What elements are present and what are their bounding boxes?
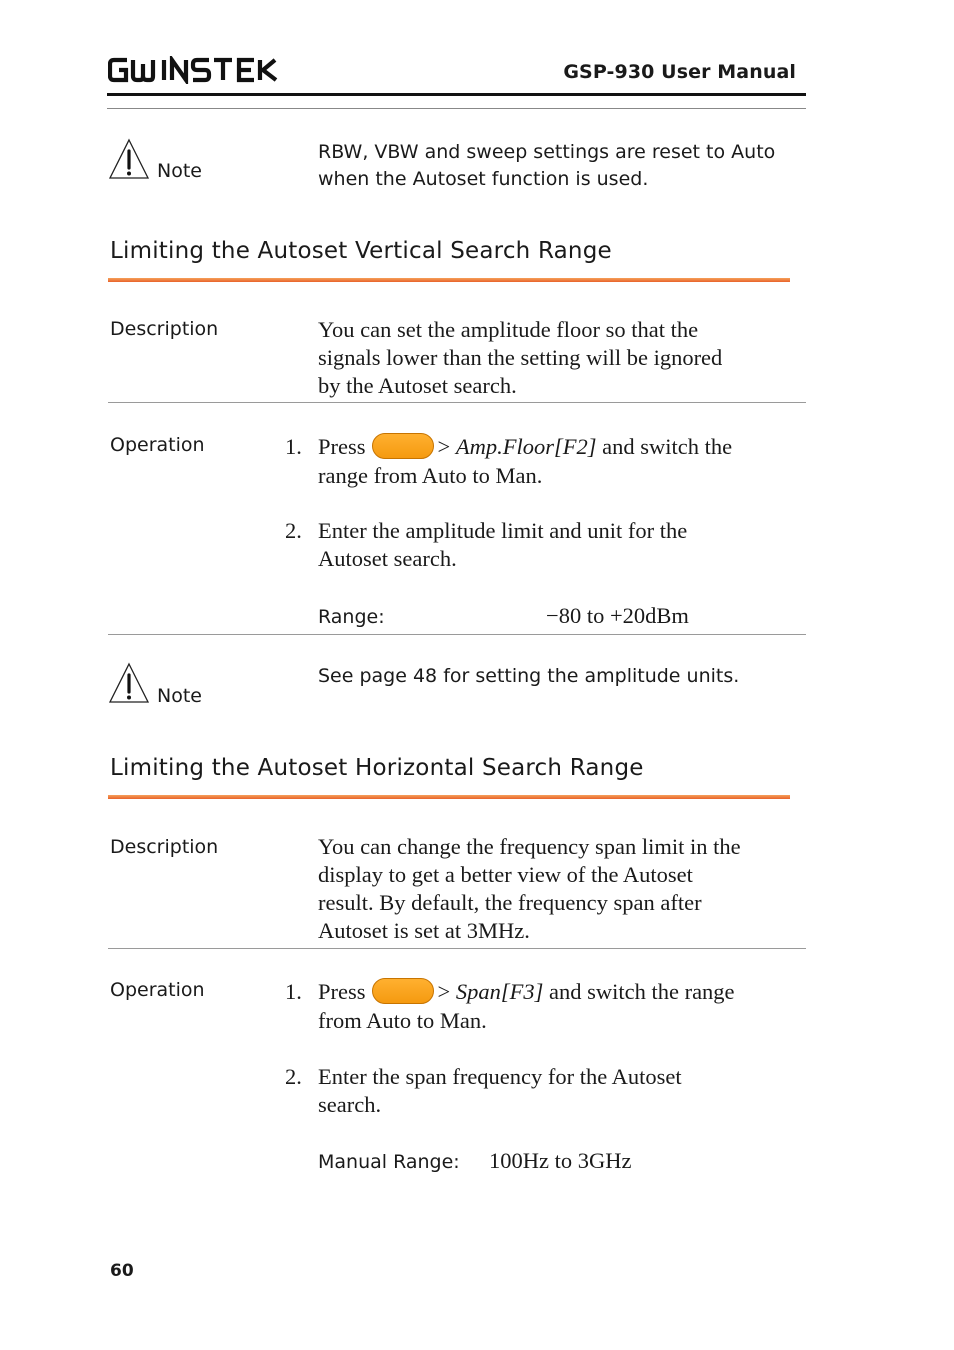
range-label: Manual Range:	[318, 1151, 460, 1173]
description-line: result. By default, the frequency span after	[318, 890, 702, 915]
row-divider	[108, 634, 806, 635]
step-text-press: Press	[318, 434, 366, 459]
autoset-key-button[interactable]	[372, 433, 434, 459]
description-text	[318, 316, 722, 400]
step-text	[318, 517, 687, 573]
section-heading-rule	[108, 278, 790, 282]
step-text-line2: range from Auto to Man.	[318, 463, 543, 488]
step-number: 2.	[285, 1064, 302, 1089]
description-line: You can change the frequency span limit in the	[318, 834, 741, 859]
step-text-rest: and switch the	[602, 434, 733, 459]
description-label: Description	[110, 836, 219, 858]
note-label: Note	[157, 160, 202, 182]
step-separator: >	[437, 979, 451, 1004]
step-text	[318, 978, 735, 1006]
note-text-line: RBW, VBW and sweep settings are reset to Auto	[318, 141, 776, 163]
operation-label: Operation	[110, 434, 205, 456]
note-text-line: when the Autoset function is used.	[318, 168, 649, 190]
description-line: You can set the amplitude floor so that the	[318, 317, 699, 342]
step-number: 2.	[285, 518, 302, 543]
note-text	[318, 139, 775, 193]
description-line: by the Autoset search.	[318, 373, 517, 398]
step-text	[318, 1063, 682, 1119]
step-text-rest: and switch the range	[548, 979, 735, 1004]
description-label: Description	[110, 318, 219, 340]
step-number: 1.	[285, 434, 302, 459]
manual-title: GSP-930 User Manual	[563, 61, 796, 83]
step-text-press: Press	[318, 979, 366, 1004]
step-text-line: Autoset search.	[318, 546, 457, 571]
page-number: 60	[110, 1261, 134, 1281]
row-divider	[108, 402, 806, 403]
header-rule-thin	[107, 108, 806, 109]
range-label: Range:	[318, 606, 385, 628]
step-text-line: Enter the amplitude limit and unit for the	[318, 518, 688, 543]
note-text: See page 48 for setting the amplitude units.	[318, 665, 740, 687]
softkey-label: Span[F3]	[455, 979, 544, 1004]
description-text	[318, 833, 741, 945]
description-line: display to get a better view of the Autoset	[318, 862, 693, 887]
step-number: 1.	[285, 979, 302, 1004]
section-heading: Limiting the Autoset Vertical Search Range	[110, 238, 612, 264]
step-text-line: search.	[318, 1092, 382, 1117]
section-heading-rule	[108, 795, 790, 799]
step-text-line2: from Auto to Man.	[318, 1008, 487, 1033]
step-text	[318, 433, 732, 461]
step-text-line: Enter the span frequency for the Autoset	[318, 1064, 682, 1089]
description-line: signals lower than the setting will be ignored	[318, 345, 723, 370]
section-heading: Limiting the Autoset Horizontal Search Range	[110, 755, 644, 781]
header-rule	[107, 93, 806, 96]
softkey-label: Amp.Floor[F2]	[455, 434, 597, 459]
description-line: Autoset is set at 3MHz.	[318, 918, 530, 943]
gw-instek-logo	[108, 56, 278, 84]
range-value: −80 to +20dBm	[546, 603, 689, 628]
step-separator: >	[437, 434, 451, 459]
note-label: Note	[157, 685, 202, 707]
range-value: 100Hz to 3GHz	[489, 1148, 632, 1173]
autoset-key-button[interactable]	[372, 978, 434, 1004]
warning-icon	[108, 138, 150, 180]
row-divider	[108, 948, 806, 949]
warning-icon	[108, 662, 150, 704]
operation-label: Operation	[110, 979, 205, 1001]
